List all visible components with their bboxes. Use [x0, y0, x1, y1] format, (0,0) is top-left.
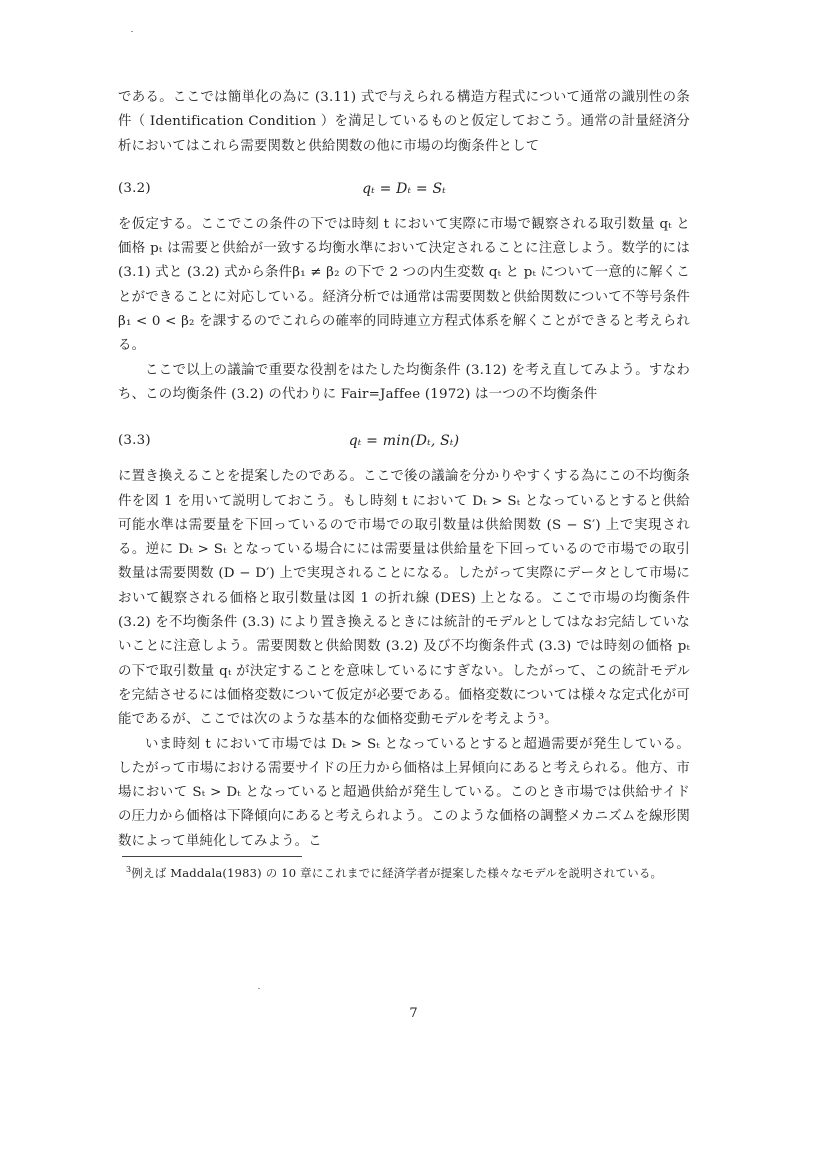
footnote-mark: 3 — [126, 865, 132, 875]
equation-rhs: = Dₜ = Sₜ — [374, 180, 446, 197]
equation-3-2 — [118, 171, 690, 209]
paragraph-4: に置き換えることを提案したのである。ここで後の議論を分かりやすくする為にこの不均衡条件を図 1 を用いて説明しておこう。もし時刻 t において Dₜ > Sₜ となっているとすると供給可能水準は需要量を下回っているので市場での取引数量は供給関数 (S − S′) 上で実現される。逆に Dₜ > Sₜ となっている場合にには需要量は供給量を下回っているので市場での取引数量は需要関数 (D − D′) 上で実現されることになる。したがって実際にデータとして市場において観察される価格と取引数量は図 1 の折れ線 (DES) 上となる。ここで市場の均衡条件 (3.2) を不均衡条件 (3.3) により置き換えるときには統計的モデルとしてはなお完結していないことに注意しよう。需要関数と供給関数 (3.2) 及び不均衡条件式 (3.3) では時刻の価格 pₜ の下で取引数量 qₜ が決定することを意味しているにすぎない。したがって、この統計モデルを完結させるには価格変数について仮定が必要である。価格変数については様々な定式化が可能であるが、ここでは次のような基本的な価格変動モデルを考えよう³。 — [118, 469, 690, 728]
paragraph-3: ここで以上の議論で重要な役割をはたした均衡条件 (3.12) を考え直してみよう。すなわち、この均衡条件 (3.2) の代わりに Fair=Jaffee (1972) は一つの不均衡条件 — [118, 362, 690, 402]
equation-function: min — [382, 433, 411, 450]
equation-lhs: qₜ — [362, 180, 375, 197]
equation-3-3 — [118, 423, 690, 461]
equation-args: (Dₜ, Sₜ) — [410, 433, 460, 450]
equation-number: (3.3) — [118, 433, 151, 449]
equation-number: (3.2) — [118, 180, 151, 196]
page-body — [118, 86, 690, 882]
footnote-text: 例えば Maddala(1983) の 10 章にこれまでに経済学者が提案した様々なモデルを説明されている。 — [131, 865, 663, 880]
equation-body: qₜ = min(Dₜ, Sₜ) — [348, 433, 460, 450]
scan-speck — [258, 988, 260, 989]
paragraph-1: である。ここでは簡単化の為に (3.11) 式で与えられる構造方程式について通常の識別性の条件（ Identification Condition ）を満足しているものと仮定しておこう。通常の計量経済分析においてはこれら需要関数と供給関数の他に市場の均衡条件として — [118, 90, 690, 154]
page-number: 7 — [409, 1006, 418, 1021]
paragraph-5: いま時刻 t において市場では Dₜ > Sₜ となっているとすると超過需要が発生している。したがって市場における需要サイドの圧力から価格は上昇傾向にあると考えられる。他方、市場において Sₜ > Dₜ となっていると超過供給が発生している。このとき市場では供給サイドの圧力から価格は下降傾向にあると考えられよう。このような価格の調整メカニズムを線形関数によって単純化してみよう。こ — [118, 736, 690, 849]
equation-body — [118, 177, 690, 201]
footnote — [118, 861, 690, 882]
footnote-divider — [122, 856, 302, 857]
equation-lhs: qₜ — [348, 433, 362, 450]
scan-speck — [131, 31, 133, 32]
paragraph-2: を仮定する。ここでこの条件の下では時刻 t において実際に市場で観察される取引数量 qₜ と価格 pₜ は需要と供給が一致する均衡水準において決定されることに注意しよう。数学的には (3.1) 式と (3.2) 式から条件β₁ ≠ β₂ の下で 2 つの内生変数 qₜ と pₜ について一意的に解くことができることに対応している。経済分析では通常は需要関数と供給関数について不等号条件β₁ < 0 < β₂ を課するのでこれらの確率的同時連立方程式体系を解くことができると考えられる。 — [118, 216, 690, 354]
